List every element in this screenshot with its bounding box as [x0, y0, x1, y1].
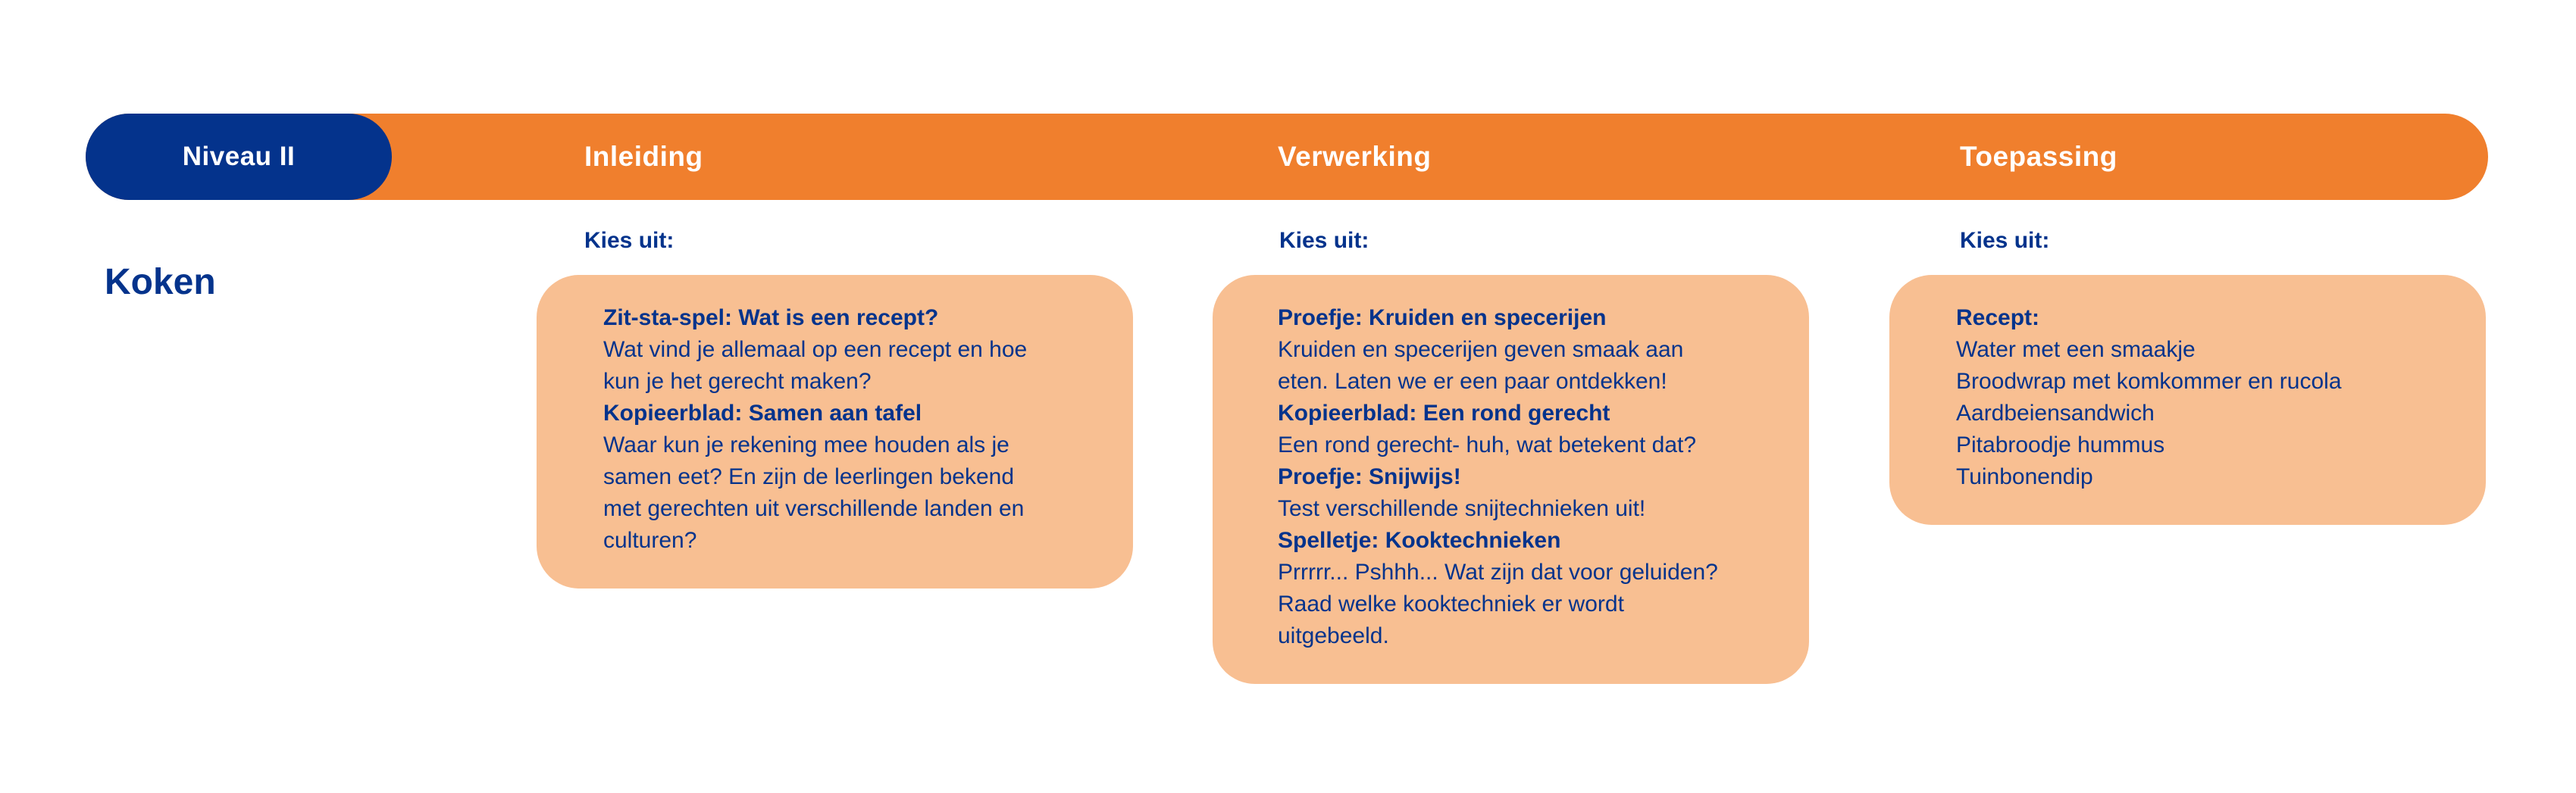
- activity-text: Kruiden en specerijen geven smaak aan: [1278, 337, 1684, 362]
- choose-label-verwerking: Kies uit:: [1279, 228, 1369, 253]
- activity-text: met gerechten uit verschillende landen en: [603, 496, 1025, 521]
- activity-text: uitgebeeld.: [1278, 623, 1389, 648]
- recipe-title: Recept:: [1956, 305, 2040, 330]
- activity-text: Wat vind je allemaal op een recept en hoe: [603, 337, 1028, 362]
- subject-title: Koken: [105, 262, 216, 302]
- activity-title: Kopieerblad: Een rond gerecht: [1278, 401, 1610, 426]
- activity-text: Test verschillende snijtechnieken uit!: [1278, 496, 1646, 521]
- card-verwerking: [1213, 275, 1809, 684]
- activity-title: Proefje: Snijwijs!: [1278, 464, 1461, 489]
- activity-text: Waar kun je rekening mee houden als je: [603, 432, 1009, 457]
- card-inleiding: [537, 275, 1133, 589]
- activity-text: Raad welke kooktechniek er wordt: [1278, 592, 1624, 617]
- recipe-item: Aardbeiensandwich: [1956, 401, 2155, 426]
- recipe-item: Pitabroodje hummus: [1956, 432, 2165, 457]
- choose-label-toepassing: Kies uit:: [1960, 228, 2050, 253]
- activity-text: culturen?: [603, 528, 697, 553]
- activity-text: kun je het gerecht maken?: [603, 369, 872, 394]
- activity-title: Kopieerblad: Samen aan tafel: [603, 401, 922, 426]
- activity-text: Een rond gerecht- huh, wat betekent dat?: [1278, 432, 1697, 457]
- recipe-item: Broodwrap met komkommer en rucola: [1956, 369, 2342, 394]
- activity-text: samen eet? En zijn de leerlingen bekend: [603, 464, 1015, 489]
- activity-text: eten. Laten we er een paar ontdekken!: [1278, 369, 1667, 394]
- phase-label-verwerking: Verwerking: [1278, 141, 1432, 172]
- phase-label-inleiding: Inleiding: [584, 141, 703, 172]
- recipe-item: Tuinbonendip: [1956, 464, 2093, 489]
- level-badge: Niveau II: [86, 114, 392, 200]
- activity-text: Prrrrr... Pshhh... Wat zijn dat voor geluiden?: [1278, 560, 1718, 585]
- phase-label-toepassing: Toepassing: [1960, 141, 2117, 172]
- card-toepassing: [1889, 275, 2486, 525]
- recipe-item: Water met een smaakje: [1956, 337, 2196, 362]
- activity-title: Spelletje: Kooktechnieken: [1278, 528, 1561, 553]
- choose-label-inleiding: Kies uit:: [584, 228, 675, 253]
- activity-title: Zit-sta-spel: Wat is een recept?: [603, 305, 939, 330]
- activity-title: Proefje: Kruiden en specerijen: [1278, 305, 1607, 330]
